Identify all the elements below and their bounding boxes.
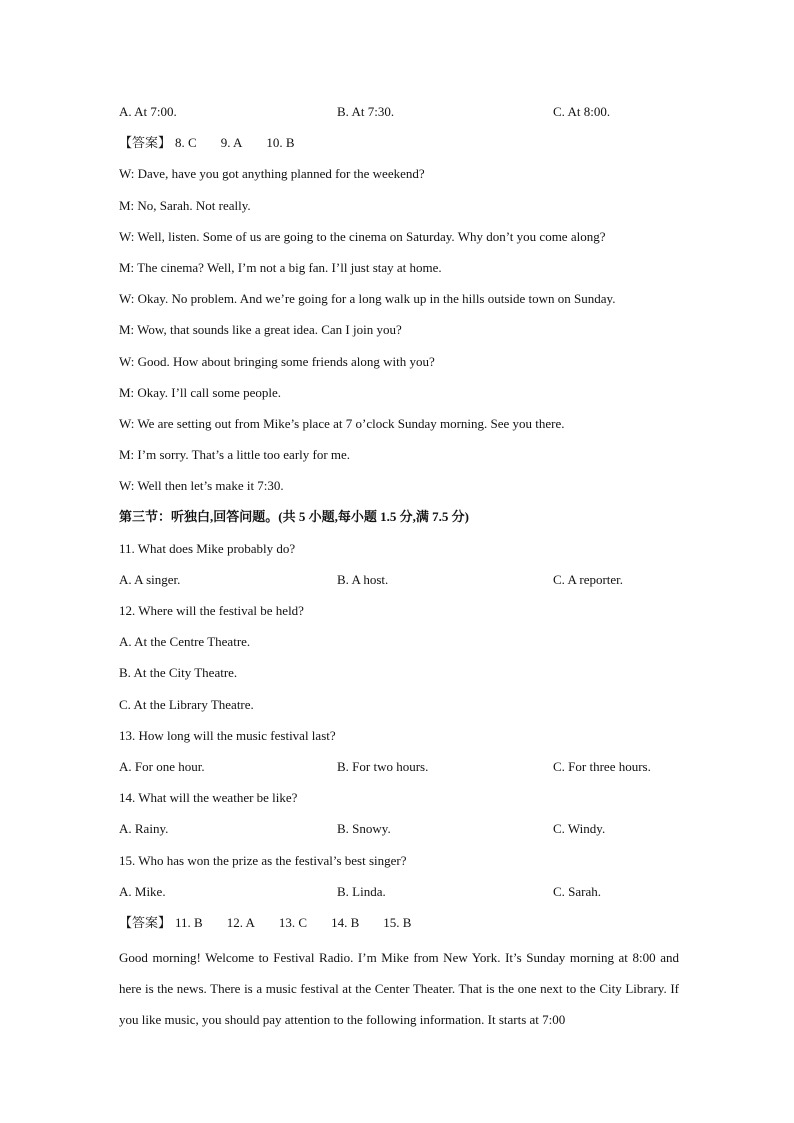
- document-page: [119, 100, 679, 1036]
- dialogue-line: M: I’m sorry. That’s a little too early for me.: [119, 447, 351, 463]
- answer-item: 8. C: [175, 135, 197, 151]
- question-12: 12. Where will the festival be held?: [119, 603, 304, 618]
- option-a: A. A singer.: [119, 571, 181, 587]
- option-a: A. At 7:00.: [119, 104, 177, 119]
- dialogue-line: W: We are setting out from Mike’s place at 7 o’clock Sunday morning. See you there.: [119, 415, 565, 431]
- answer-label: 【答案】: [119, 135, 172, 151]
- dialogue-line: W: Well then let’s make it 7:30.: [119, 478, 284, 494]
- option-b: B. At 7:30.: [337, 104, 395, 119]
- q15-options: [119, 880, 679, 911]
- option-b: B. Linda.: [337, 883, 386, 899]
- dialogue-line: W: Okay. No problem. And we’re going for a long walk up in the hills outside town on Sunday.: [119, 291, 616, 307]
- question-11: 11. What does Mike probably do?: [119, 540, 296, 556]
- dialogue-line: W: Good. How about bringing some friends along with you?: [119, 353, 435, 369]
- option-a: A. For one hour.: [119, 758, 205, 774]
- option-c: C. Windy.: [553, 821, 606, 837]
- section-heading: 第三节：听独白,回答问题。(共 5 小题,每小题 1.5 分,满 7.5 分): [119, 509, 469, 525]
- question-14: 14. What will the weather be like?: [119, 790, 298, 806]
- option-a: A. Rainy.: [119, 821, 169, 837]
- q14-options: [119, 817, 679, 848]
- answer-item: 11. B: [175, 914, 203, 930]
- option-b: B. For two hours.: [337, 758, 429, 774]
- answer-key-2: [119, 911, 679, 942]
- dialogue-line: M: Okay. I’ll call some people.: [119, 384, 281, 400]
- dialogue-line: M: The cinema? Well, I’m not a big fan. I’ll just stay at home.: [119, 259, 442, 275]
- dialogue-line: M: Wow, that sounds like a great idea. Can I join you?: [119, 322, 402, 338]
- answer-item: 13. C: [278, 914, 308, 930]
- option-c: C. For three hours.: [553, 758, 651, 774]
- option-a: A. Mike.: [119, 883, 166, 899]
- question-13: 13. How long will the music festival last?: [119, 727, 336, 743]
- q11-options: [119, 568, 679, 599]
- option-c: C. At the Library Theatre.: [119, 696, 254, 712]
- option-c: C. Sarah.: [553, 883, 602, 899]
- dialogue-line: W: Well, listen. Some of us are going to the cinema on Saturday. Why don’t you come along?: [119, 228, 606, 244]
- question-15: 15. Who has won the prize as the festival’s best singer?: [119, 852, 407, 868]
- answer-item: 10. B: [266, 135, 295, 151]
- option-b: B. Snowy.: [337, 821, 391, 837]
- q10-options: [119, 100, 679, 131]
- q13-options: [119, 755, 679, 786]
- option-a: A. At the Centre Theatre.: [119, 634, 251, 650]
- answer-item: 9. A: [220, 135, 243, 151]
- dialogue-line: W: Dave, have you got anything planned for the weekend?: [119, 166, 425, 182]
- option-c: C. At 8:00.: [553, 104, 611, 119]
- option-b: B. At the City Theatre.: [119, 665, 238, 681]
- answer-label: 【答案】: [119, 914, 172, 930]
- answer-item: 12. A: [226, 914, 255, 930]
- dialogue-line: M: No, Sarah. Not really.: [119, 197, 251, 213]
- answer-item: 15. B: [383, 914, 412, 930]
- answer-item: 14. B: [331, 914, 360, 930]
- answer-key-1: [119, 131, 679, 162]
- option-b: B. A host.: [337, 571, 389, 587]
- option-c: C. A reporter.: [553, 571, 624, 587]
- monologue-transcript: Good morning! Welcome to Festival Radio. I’m Mike from New York. It’s Sunday morning at 8:00 and here is the news. There is a music festival at the Center Theater. That is the one next to the City Library. If you like music, you should pay attention to the following information. It starts at 7:00: [119, 950, 679, 1028]
